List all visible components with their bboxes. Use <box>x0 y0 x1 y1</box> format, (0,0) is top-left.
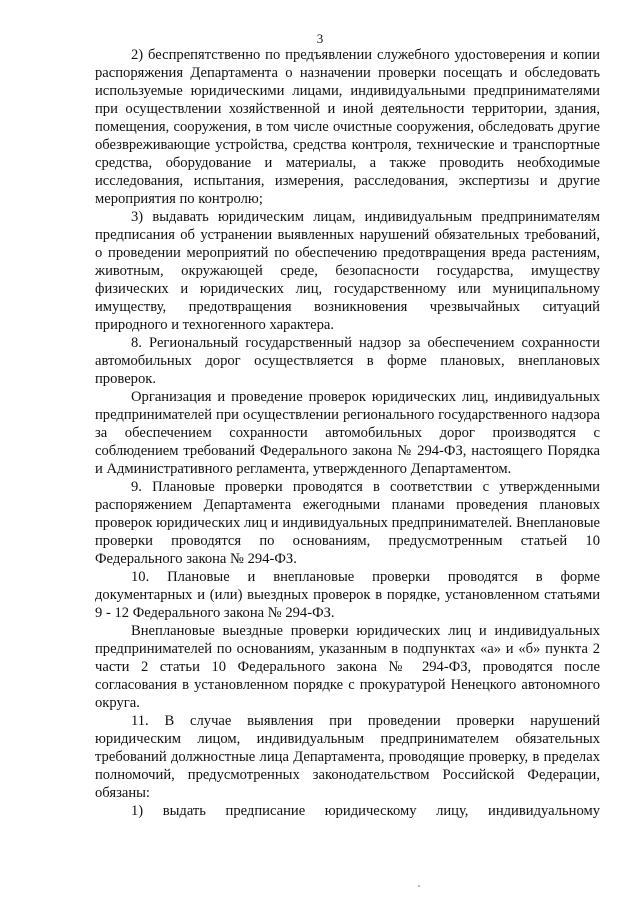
scan-speck <box>418 885 420 887</box>
page-number: 3 <box>316 31 324 46</box>
paragraph-item-3: 3) выдавать юридическим лицам, индивидуальным предпринимателям предписания об устранении выявленных нарушений обязательных требований, о проведении мероприятий по обеспечению предотвращения вреда растениям, животным, окружающей среде, безопасности государства, имуществу физических и юридических лиц, государственному или муниципальному имуществу, предотвращения возникновения чрезвычайных ситуаций природного и техногенного характера. <box>95 209 600 333</box>
paragraph-item-2: 2) беспрепятственно по предъявлении служебного удостоверения и копии распоряжения Департамента о назначении проверки посещать и обследовать используемые юридическими лицами, индивидуальными предпринимателями при осуществлении хозяйственной и иной деятельности территории, здания, помещения, сооружения, в том числе очистные сооружения, обследовать другие обезвреживающие устройства, средства контроля, технические и транспортные средства, оборудование и материалы, а также проводить необходимые исследования, испытания, измерения, расследования, экспертизы и другие мероприятия по контролю; <box>95 47 600 207</box>
paragraph-item-1: 1) выдать предписание юридическому лицу, индивидуальному <box>131 803 600 819</box>
document-body <box>95 46 600 820</box>
paragraph-clause-8: 8. Региональный государственный надзор за обеспечением сохранности автомобильных дорог осуществляется в форме плановых, внеплановых проверок. <box>95 335 600 387</box>
paragraph-organization: Организация и проведение проверок юридических лиц, индивидуальных предпринимателей при осуществлении регионального государственного надзора за обеспечением сохранности автомобильных дорог производятся с соблюдением требований Федерального закона № 294-ФЗ, настоящего Порядка и Административного регламента, утвержденного Департаментом. <box>95 389 600 477</box>
paragraph-unscheduled-inspections: Внеплановые выездные проверки юридических лиц и индивидуальных предпринимателей по основаниям, указанным в подпунктах «а» и «б» пункта 2 части 2 статьи 10 Федерального закона № 294-ФЗ, проводятся после согласования в установленном порядке с прокуратурой Ненецкого автономного округа. <box>95 623 600 711</box>
paragraph-clause-11: 11. В случае выявления при проведении проверки нарушений юридическим лицом, индивидуальным предпринимателем обязательных требований должностные лица Департамента, проводящие проверку, в пределах полномочий, предусмотренных законодательством Российской Федерации, обязаны: <box>95 713 600 801</box>
paragraph-clause-9: 9. Плановые проверки проводятся в соответствии с утвержденными распоряжением Департамента ежегодными планами проведения плановых проверок юридических лиц и индивидуальных предпринимателей. Внеплановые проверки проводятся по основаниям, предусмотренным статьей 10 Федерального закона № 294-ФЗ. <box>95 479 600 567</box>
paragraph-clause-10: 10. Плановые и внеплановые проверки проводятся в форме документарных и (или) выездных проверок в порядке, установленном статьями 9 - 12 Федерального закона № 294-ФЗ. <box>95 569 600 621</box>
